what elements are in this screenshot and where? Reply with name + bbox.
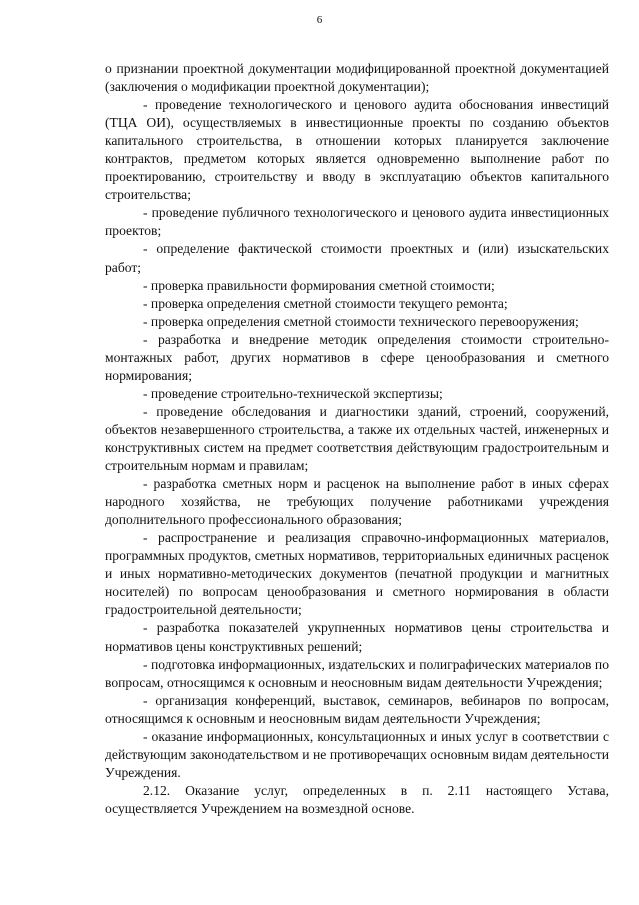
- list-item-services: - оказание информационных, консультационных и иных услуг в соответствии с действующим законодательством и не противоречащих основным видам деятельности Учреждения.: [105, 728, 609, 780]
- list-item-distribution: - распространение и реализация справочно-информационных материалов, программных продуктов, сметных нормативов, территориальных единичных расценок и иных нормативно-методических документов (печатной продукции и магнитных носителей) по вопросам ценообразования и сметного нормирования в области градостроительной деятельности;: [105, 530, 609, 618]
- list-item-estimate-norms: - разработка сметных норм и расценок на выполнение работ в иных сферах народного хозяйства, не требующих получение работниками учреждения дополнительного профессионального образования;: [105, 476, 609, 528]
- clause-2-12: 2.12. Оказание услуг, определенных в п. 2.11 настоящего Устава, осуществляется Учреждением на возмездной основе.: [105, 782, 609, 816]
- list-item-public-audit: - проведение публичного технологического и ценового аудита инвестиционных проектов;: [105, 205, 609, 239]
- list-item-technical-expertise: - проведение строительно-технической экспертизы;: [143, 385, 443, 401]
- list-item-conferences: - организация конференций, выставок, семинаров, вебинаров по вопросам, относящимся к основным и неосновным видам деятельности Учреждения;: [105, 692, 609, 726]
- list-item-building-inspection: - проведение обследования и диагностики зданий, строений, сооружений, объектов незавершенного строительства, а также их отдельных частей, инженерных и конструктивных систем на предмет соответствия действующим градостроительным и строительным нормам и правилам;: [105, 403, 609, 474]
- list-item-repair-cost-check: - проверка определения сметной стоимости текущего ремонта;: [143, 295, 508, 311]
- list-item-estimate-check: - проверка правильности формирования сметной стоимости;: [143, 277, 495, 293]
- list-item-publishing: - подготовка информационных, издательских и полиграфических материалов по вопросам, относящимся к основным и неосновным видам деятельности Учреждения;: [105, 656, 609, 690]
- list-item-aggregated-norms: - разработка показателей укрупненных нормативов цены строительства и нормативов цены конструктивных решений;: [105, 620, 609, 654]
- list-item-methodology-development: - разработка и внедрение методик определения стоимости строительно-монтажных работ, других нормативов в сфере ценообразования и сметного нормирования;: [105, 331, 609, 383]
- list-item-actual-cost: - определение фактической стоимости проектных и (или) изыскательских работ;: [105, 241, 609, 275]
- document-body: [105, 60, 609, 818]
- list-item-tca-audit: - проведение технологического и ценового аудита обоснования инвестиций (ТЦА ОИ), осуществляемых в инвестиционные проекты по созданию объектов капитального строительства, в отношении которых планируется заключение контрактов, предметом которых является одновременно выполнение работ по проектированию, строительству и вводу в эксплуатацию объектов капитального строительства;: [105, 97, 609, 203]
- list-item-reequipment-cost-check: - проверка определения сметной стоимости технического перевооружения;: [143, 313, 579, 329]
- paragraph-continuation: о признании проектной документации модифицированной проектной документацией (заключения о модификации проектной документации);: [105, 61, 609, 95]
- page-number: 6: [316, 14, 323, 26]
